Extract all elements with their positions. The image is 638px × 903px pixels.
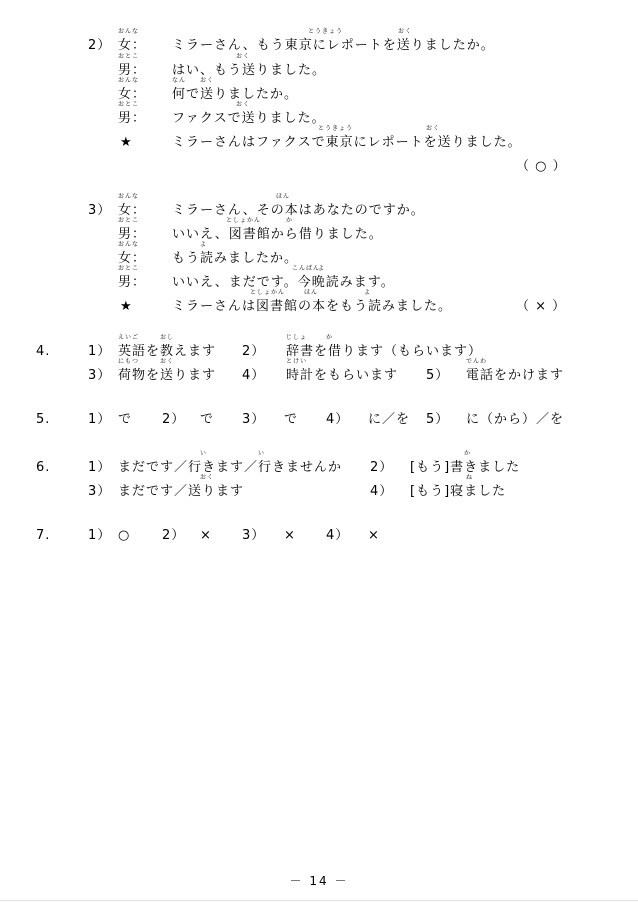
item-number: 2） xyxy=(162,528,186,543)
item-number: 5） xyxy=(426,412,450,427)
furigana: か xyxy=(286,217,294,224)
star-icon: ★ xyxy=(120,299,133,314)
furigana: おく xyxy=(426,125,441,132)
speaker-label: 男： xyxy=(118,111,147,126)
answer-text: 辞書を借ります（もらいます） xyxy=(286,344,483,359)
furigana: としょかん xyxy=(250,289,286,296)
answer-text: [もう]寝ました xyxy=(410,484,507,499)
furigana: おく xyxy=(236,101,251,108)
answer-text: に／を xyxy=(368,412,411,427)
item-number: 4） xyxy=(370,484,394,499)
item-number: 1） xyxy=(88,528,112,543)
page-bottom-divider xyxy=(0,900,638,901)
speaker-label: 女： xyxy=(118,38,147,53)
furigana: おく xyxy=(160,358,175,365)
item-number: 4） xyxy=(326,528,350,543)
answer-mark: × xyxy=(284,528,296,543)
answer-text: で xyxy=(284,412,299,427)
question-label: 6. xyxy=(36,460,51,475)
answer-text: で xyxy=(200,412,215,427)
item-number: 1） xyxy=(88,412,112,427)
furigana: とうきょう xyxy=(318,125,354,132)
page-number: － 14 － xyxy=(289,874,349,888)
item-number: 1） xyxy=(88,460,112,475)
speaker-ruby: おんな xyxy=(118,28,140,35)
dialogue-line: いいえ、図書館から借りました。 xyxy=(172,227,383,242)
speaker-label: 男： xyxy=(118,275,147,290)
furigana: か xyxy=(326,334,334,341)
item-number: 3） xyxy=(88,203,112,218)
item-number: 3） xyxy=(242,528,266,543)
speaker-ruby: おとこ xyxy=(118,53,140,60)
furigana: とうきょう xyxy=(308,28,344,35)
furigana: なん xyxy=(172,77,187,84)
question-label: 4. xyxy=(36,344,51,359)
furigana: ね xyxy=(466,474,474,481)
item-number: 3） xyxy=(88,368,112,383)
star-icon: ★ xyxy=(120,135,133,150)
item-number: 2） xyxy=(162,412,186,427)
dialogue-line: いいえ、まだです。今晩読みます。 xyxy=(172,275,395,290)
furigana: い xyxy=(200,450,208,457)
speaker-label: 男： xyxy=(118,63,147,78)
speaker-ruby: おんな xyxy=(118,77,140,84)
answer-text: [もう]書きました xyxy=(410,460,521,475)
furigana: おく xyxy=(200,77,215,84)
answer-text: に（から）／を xyxy=(466,412,565,427)
item-number: 3） xyxy=(88,484,112,499)
item-number: 2） xyxy=(242,344,266,359)
furigana: おく xyxy=(200,474,215,481)
item-number: 5） xyxy=(426,368,450,383)
furigana: よ xyxy=(200,241,208,248)
speaker-label: 男： xyxy=(118,227,147,242)
item-number: 3） xyxy=(242,412,266,427)
answer-mark: （ × ） xyxy=(516,299,567,314)
speaker-ruby: おとこ xyxy=(118,265,140,272)
speaker-label: 女： xyxy=(118,87,147,102)
furigana: ほん xyxy=(304,289,319,296)
answer-mark: （ ○ ） xyxy=(516,159,567,174)
question-label: 7. xyxy=(36,528,51,543)
speaker-ruby: おんな xyxy=(118,193,140,200)
dialogue-line: ファクスで送りました。 xyxy=(172,111,326,126)
furigana: とけい xyxy=(286,358,308,365)
summary-statement: ミラーさんはファクスで東京にレポートを送りました。 xyxy=(172,135,522,150)
speaker-ruby: おとこ xyxy=(118,217,140,224)
furigana: でんわ xyxy=(466,358,488,365)
furigana: じしょ xyxy=(286,334,308,341)
question-label: 5. xyxy=(36,412,51,427)
furigana: としょかん xyxy=(226,217,262,224)
furigana: か xyxy=(464,450,472,457)
answer-text: まだです／行きます／行きませんか xyxy=(118,460,343,475)
dialogue-line: ミラーさん、もう東京にレポートを送りましたか。 xyxy=(172,38,495,53)
answer-mark: ○ xyxy=(118,528,131,543)
furigana: よ xyxy=(364,289,372,296)
furigana: えいご xyxy=(118,334,140,341)
speaker-label: 女： xyxy=(118,203,147,218)
answer-mark: × xyxy=(200,528,212,543)
speaker-ruby: おとこ xyxy=(118,101,140,108)
speaker-label: 女： xyxy=(118,251,147,266)
dialogue-line: 何で送りましたか。 xyxy=(172,87,299,102)
answer-mark: × xyxy=(368,528,380,543)
answer-text: 英語を教えます xyxy=(118,344,217,359)
summary-statement: ミラーさんは図書館の本をもう読みました。 xyxy=(172,299,453,314)
item-number: 4） xyxy=(242,368,266,383)
furigana: ほん xyxy=(276,193,291,200)
furigana: よ xyxy=(318,265,326,272)
furigana: にもつ xyxy=(118,358,140,365)
item-number: 2） xyxy=(88,38,112,53)
furigana: おく xyxy=(398,28,413,35)
furigana: おし xyxy=(160,334,175,341)
dialogue-line: ミラーさん、その本はあなたのですか。 xyxy=(172,203,425,218)
speaker-ruby: おんな xyxy=(118,241,140,248)
answer-text: 時計をもらいます xyxy=(286,368,399,383)
item-number: 2） xyxy=(370,460,394,475)
answer-text: で xyxy=(118,412,133,427)
answer-text: 荷物を送ります xyxy=(118,368,217,383)
answer-text: 電話をかけます xyxy=(466,368,565,383)
furigana: い xyxy=(258,450,266,457)
item-number: 4） xyxy=(326,412,350,427)
dialogue-line: はい、もう送りました。 xyxy=(172,63,327,78)
dialogue-line: もう読みましたか。 xyxy=(172,251,299,266)
furigana: おく xyxy=(236,53,251,60)
answer-text: まだです／送ります xyxy=(118,484,245,499)
furigana: こんばん xyxy=(292,265,321,272)
item-number: 1） xyxy=(88,344,112,359)
